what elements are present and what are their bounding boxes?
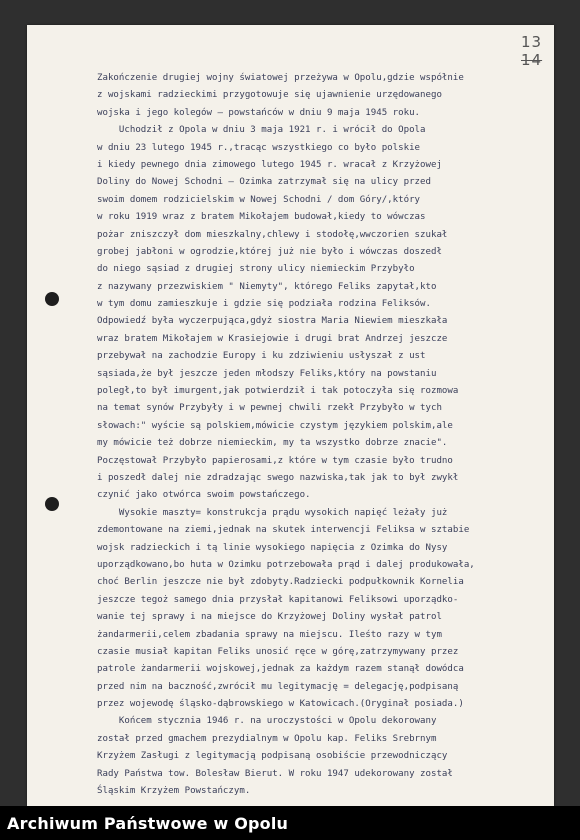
text-line: przebywał na zachodzie Europy i ku zdziwieniu usłyszał z ust: [97, 351, 426, 362]
text-line: słowach:" wyście są polskiem,mówicie czystym językiem polskim,ale: [97, 420, 453, 431]
text-line: wraz bratem Mikołajem w Krasiejowie i drugi brat Andrzej jeszcze: [97, 333, 448, 344]
text-line: pożar zniszczył dom mieszkalny,chlewy i stodołę,wwczorien szukał: [97, 229, 448, 240]
text-line: przez wojewodę śląsko-dąbrowskiego w Katowicach.(Oryginał posiada.): [97, 699, 464, 710]
archive-footer-bar: [0, 806, 580, 840]
text-line: w roku 1919 wraz z bratem Mikołajem budował,kiedy to wówczas: [97, 212, 426, 223]
text-line: w dniu 23 lutego 1945 r.,tracąc wszystkiego co było polskie: [97, 142, 421, 153]
text-line: wanie tej sprawy i na miejsce do Krzyżowej Doliny wysłał patrol: [97, 612, 442, 623]
text-line: i kiedy pewnego dnia zimowego lutego 1945 r. wracał z Krzyżowej: [97, 159, 442, 170]
text-line: choć Berlin jeszcze nie był zdobyty.Radziecki podpułkownik Kornelia: [97, 577, 464, 588]
text-line: w tym domu zamieszkuje i gdzie się podziała rodzina Feliksów.: [97, 299, 431, 310]
text-line: Poczęstował Przybyło papierosami,z które w tym czasie było trudno: [97, 455, 453, 466]
text-line: czynić jako otwórca swoim powstańczego.: [97, 490, 311, 501]
text-line: jeszcze tegoż samego dnia przysłał kapitanowi Feliksowi uporządko-: [97, 594, 459, 605]
text-line: Zakończenie drugiej wojny światowej przeżywa w Opolu,gdzie współnie: [97, 73, 464, 83]
text-line: i poszedł dalej nie zdradzając swego nazwiska,tak jak to był zwykł: [97, 472, 459, 483]
text-line: przed nim na baczność,zwrócił mu legitymację = delegację,podpisaną: [97, 681, 459, 692]
punch-hole-bottom: [45, 497, 59, 511]
text-line: Odpowiedź była wyczerpująca,gdyż siostra Maria Niewiem mieszkała: [97, 316, 448, 327]
text-line: na temat synów Przybyły i w pewnej chwili rzekł Przybyło w tych: [97, 403, 442, 414]
archive-name: Archiwum Państwowe w Opolu: [7, 814, 289, 833]
punch-hole-top: [45, 292, 59, 306]
text-line: z wojskami radzieckimi przygotowuje się ujawnienie urzędowanego: [97, 90, 442, 101]
text-line: zdemontowane na ziemi,jednak na skutek interwencji Feliksa w sztabie: [97, 525, 470, 536]
text-line: wojsk radzieckich i tą linie wysokiego napięcia z Ozimka do Nysy: [97, 542, 448, 553]
text-line: wojska i jego kolegów – powstańców w dniu 9 maja 1945 roku.: [97, 107, 421, 118]
folio-number: [521, 33, 554, 69]
text-line: my mówicie też dobrze niemieckim, my ta wszystko dobrze znacie".: [97, 438, 448, 449]
text-line: uporządkowano,bo huta w Ozimku potrzebowała prąd i dalej produkowała,: [97, 559, 475, 570]
folio-number-current: 13: [521, 33, 543, 51]
text-line: do niego sąsiad z drugiej strony ulicy niemieckim Przybyło: [97, 264, 415, 275]
text-line: poległ,to był imurgent,jak potwierdził i tak potoczyła się rozmowa: [97, 386, 459, 397]
text-line: sąsiada,że był jeszcze jeden młodszy Feliks,który na powstaniu: [97, 368, 437, 379]
folio-number-crossed: 14: [521, 51, 543, 69]
text-line: żandarmerii,celem zbadania sprawy na miejscu. Ileśto razy w tym: [97, 629, 442, 640]
text-line: czasie musiał kapitan Feliks unosić ręce w górę,zatrzymywany przez: [97, 646, 459, 657]
text-line: Końcem stycznia 1946 r. na uroczystości w Opolu dekorowany: [97, 716, 437, 727]
document-page: [27, 25, 554, 806]
text-line: Uchodził z Opola w dniu 3 maja 1921 r. i wrócił do Opola: [97, 125, 426, 136]
text-line: Rady Państwa tow. Bolesław Bierut. W roku 1947 udekorowany został: [97, 768, 453, 779]
text-line: Krzyżem Zasługi z legitymacją podpisaną osobiście przewodniczący: [97, 751, 448, 762]
text-line: Śląskim Krzyżem Powstańczym.: [97, 786, 251, 797]
text-line: swoim domem rodzicielskim w Nowej Schodni / dom Góry/,który: [97, 194, 421, 205]
text-line: z nazywany przezwiskiem " Niemyty", którego Feliks zapytał,kto: [97, 281, 437, 292]
typed-text-body: [97, 70, 547, 800]
text-line: Wysokie maszty= konstrukcja prądu wysokich napięć leżały już: [97, 507, 448, 518]
text-line: grobej jabłoni w ogrodzie,której już nie było i wówczas doszedł: [97, 246, 442, 257]
text-line: Doliny do Nowej Schodni – Ozimka zatrzymał się na ulicy przed: [97, 177, 431, 188]
text-line: patrole żandarmerii wojskowej,jednak za każdym razem stanął dowódca: [97, 664, 464, 675]
text-line: został przed gmachem prezydialnym w Opolu kap. Feliks Srebrnym: [97, 733, 437, 744]
